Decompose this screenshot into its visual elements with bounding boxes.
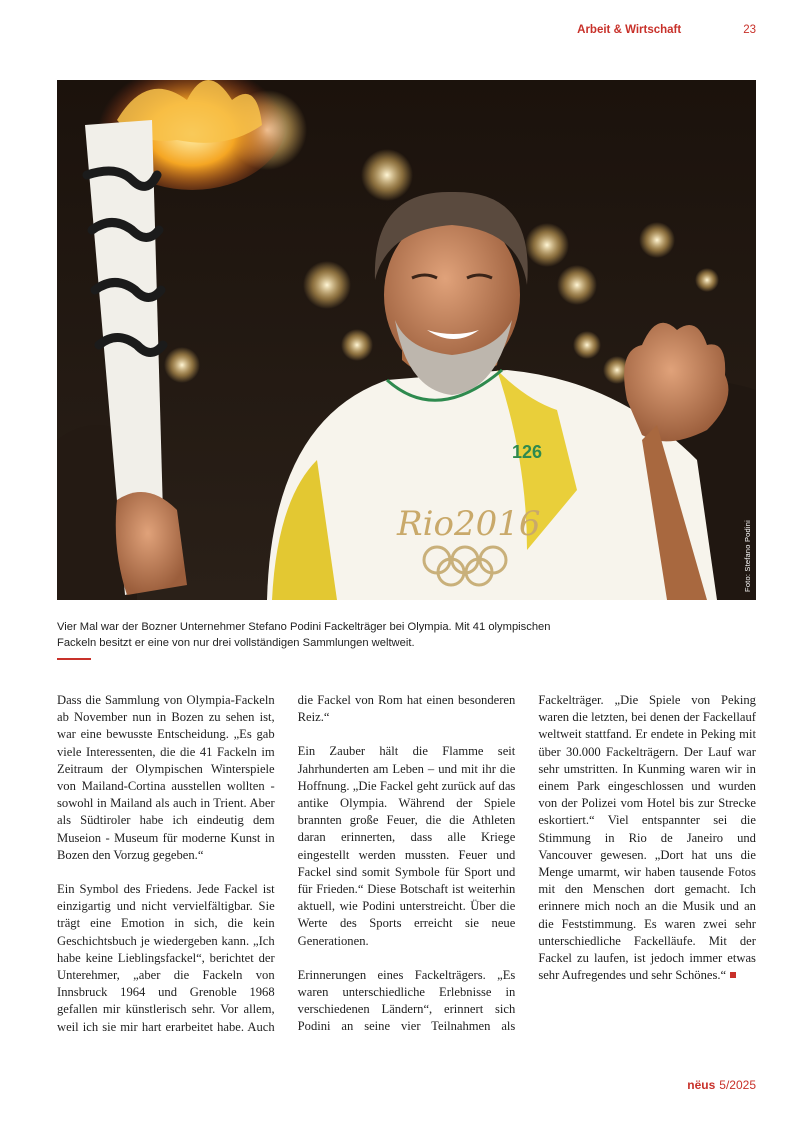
page-footer — [687, 1078, 756, 1092]
subheading-memories: Erinnerungen eines Fackelträgers. — [297, 967, 486, 982]
subheading-symbol: Ein Symbol des Friedens. — [57, 882, 192, 897]
article-photo — [57, 80, 756, 600]
paragraph-1 — [57, 692, 275, 864]
photo-caption: Vier Mal war der Bozner Unternehmer Stefano Podini Fackelträger bei Olympia. Mit 41 olympischen Fackeln besitzt er eine von nur drei vollständigen Sammlungen weltweit. — [57, 621, 551, 649]
page-number: 23 — [743, 24, 756, 36]
section-title: Arbeit & Wirtschaft — [577, 24, 682, 36]
photo-credit: Foto: Stefano Podini — [743, 520, 752, 592]
issue-number: 5/2025 — [719, 1078, 756, 1092]
paragraph-4-text: „Es waren unterschiedliche Erlebnisse in verschiedenen Ländern“, erinnert sich Podini an seine vier Teilnahmen als Fackelträger. „Die Spiele von Peking waren die letzten, bei denen der Fackellauf weltweit stattfand. Er endete in Peking mit über 30.000 Fackelträgern. Der Lauf war sehr umstritten. In Kunming waren wir in einem Park eingeschlossen und wurden von der Polizei vom Hotel bis zur Strecke eskortiert.“ Viel entspannter sei die Stimmung in Rio de Janeiro und Vancouver gewesen. „Dort hat uns die Menge umarmt, wir haben tausende Fotos mit den Menschen dort gemacht. Ich erinnere mich noch an die Musik und an die Feststimmung. Es waren zwei sehr unterschiedliche Fackelläufe. Mit der Fackel zu laufen, ist jedoch immer etwas sehr Aufregendes und sehr Schönes.“ — [297, 693, 756, 1034]
torchbearer-illustration — [57, 80, 756, 600]
paragraph-2-text: Jede Fackel ist einzigartig und nicht vervielfältigbar. Sie trägt eine Emotion in sich, die kein Geschichtsbuch je wiedergeben kann. „Ich habe keine Lieblingsfackel“, berichtet der Unterehmer, „aber die Fackeln von Innsbruck 1964 und Grenoble 1968 gefallen mir künstlerisch sehr. Vor allem, weil ich sie mir hart erarbeitet habe. Auch die Fackel von Rom hat einen besonderen Reiz.“ — [57, 693, 516, 1034]
magazine-brand: nëus — [687, 1078, 716, 1092]
end-mark-icon — [730, 972, 736, 978]
shirt-logo: Rio2016 — [397, 504, 541, 544]
caption-rule — [57, 658, 91, 660]
article-body — [57, 692, 756, 1037]
paragraph-1-text: Dass die Sammlung von Olympia-Fackeln ab November nun in Bozen zu sehen ist, war eine bewusste Entscheidung. „Es gab viele Interessenten, die die 41 Fackeln im Zeitraum der Olympischen Winterspiele von Mailand-Cortina ausstellen wollten - sowohl in Mailand als auch in Trient. Aber als Südtiroler habe ich eindeutig dem Museion - Museum für moderne Kunst in Bozen den Vorzug gegeben.“ — [57, 693, 275, 862]
paragraph-3-text: Ein Zauber hält die Flamme seit Jahrhunderten am Leben – und mit ihr die Hoffnung. „Die Fackel geht zurück auf das antike Olympia. Während der Spiele brannten große Feuer, die die Athleten daran erinnerten, dass alle Kriege eingestellt werden mussten. Feuer und Fackel sind somit Symbole für Sport und für Frieden.“ Diese Botschaft ist weiterhin aktuell, wie Podini unterstreicht. Über die Werte des Sports erreicht sie neue Generationen. — [297, 744, 516, 948]
running-header — [577, 24, 756, 36]
paragraph-3 — [298, 743, 516, 949]
shirt-number: 126 — [512, 442, 543, 462]
